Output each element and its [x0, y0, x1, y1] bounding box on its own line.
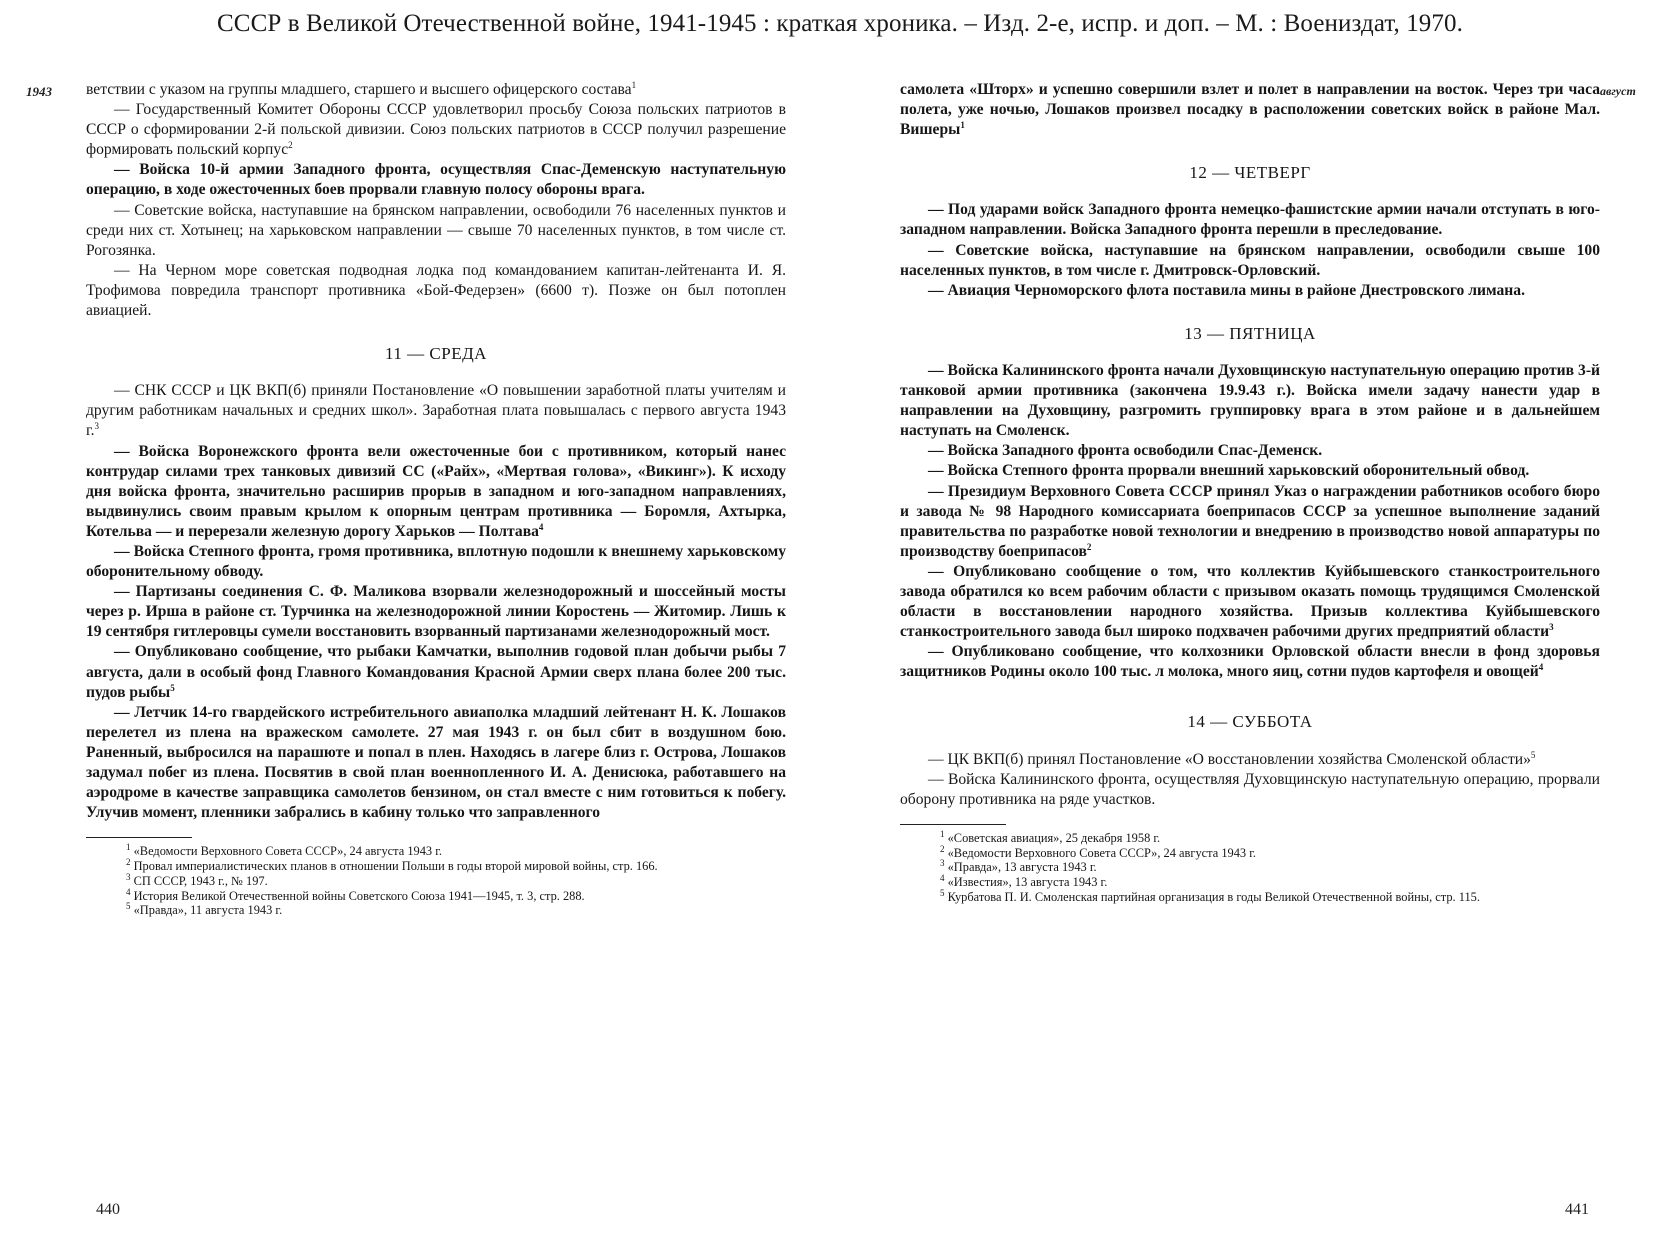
paragraph: — Войска Калининского фронта начали Духовщинскую наступательную операцию против 3-й танковой армии противника (закончена 19.9.43 г.). Войска имели задачу нанести удар в направлении на Духовщину, разгромить группировку врага в этом районе и в дальнейшем наступать на Смоленск.	[900, 361, 1600, 440]
paragraph: — СНК СССР и ЦК ВКП(б) приняли Постановление «О повышении заработной платы учителям и другим работникам начальных и средних школ». Заработная плата повышалась с первого августа 1943 г.$^3$	[86, 382, 786, 440]
right-page	[900, 80, 1600, 905]
paragraph: — ЦК ВКП(б) принял Постановление «О восстановлении хозяйства Смоленской области»$^5$	[928, 749, 1536, 768]
paragraph: — На Черном море советская подводная лодка под командованием капитан-лейтенанта И. Я. Трофимова повредила транспорт противника «Бой-Федерзен» (6600 т). Позже он был потоплен авиацией.	[86, 261, 786, 320]
footnote: $^1$ «Советская авиация», 25 декабря 1958 г.	[940, 828, 1161, 845]
paragraph: — Под ударами войск Западного фронта немецко-фашистские армии начали отступать в юго-западном направлении. Войска Западного фронта перешли в преследование.	[900, 201, 1600, 239]
footnotes	[86, 837, 786, 918]
footnote-mark: 3	[1549, 621, 1554, 632]
footnote: $^3$ «Правда», 13 августа 1943 г.	[940, 858, 1097, 875]
footnote: $^4$ «Известия», 13 августа 1943 г.	[940, 873, 1108, 890]
footnote-mark: 5	[1530, 749, 1536, 760]
paragraph: — Войска Воронежского фронта вели ожесточенные бои с противником, который нанес контрудар силами трех танковых дивизий СС («Райх», «Мертвая голова», «Викинг»). К исходу дня войска фронта, значительно расширив прорыв в западном и юго-западном направлениях, выдвинулись своим правым крылом к опорным центрам противника — Боромля, Ахтырка, Котельва — и перерезали железную дорогу Харьков — Полтава$^4$	[86, 442, 786, 540]
paragraph: — Опубликовано сообщение о том, что коллектив Куйбышевского станкостроительного завода обратился ко всем рабочим области с призывом оказать помощь трудящимся Смоленской области в восстановлении народного хозяйства. Призыв коллектива Куйбышевского станкостроительного завода был широко подхвачен рабочими других предприятий области$^3$	[900, 562, 1600, 641]
footnote: $^5$ «Правда», 11 августа 1943 г.	[126, 901, 283, 918]
footnote-mark: 3	[94, 421, 100, 432]
paragraph: ветствии с указом на группы младшего, старшего и высшего офицерского состава$^1$	[86, 79, 637, 98]
paragraph: — Авиация Черноморского флота поставила мины в районе Днестровского лимана.	[928, 281, 1525, 299]
footnote: $^1$ «Ведомости Верховного Совета СССР», 24 августа 1943 г.	[126, 842, 443, 859]
paragraph: — Войска Западного фронта освободили Спас-Деменск.	[928, 442, 1323, 460]
footnote-mark: 4	[1538, 662, 1544, 673]
day-heading: 14 — СУББОТА	[1187, 712, 1313, 732]
paragraph: самолета «Шторх» и успешно совершили взлет и полет в направлении на восток. Через три часа полета, уже ночью, Лошаков произвел посадку в расположении советских войск в районе Мал. Вишеры$^1$	[900, 81, 1600, 139]
bibliographic-header: СССР в Великой Отечественной войне, 1941-1945 : краткая хроника. – Изд. 2-е, испр. и доп. – М. : Воениздат, 1970.	[217, 10, 1463, 37]
footnote: $^4$ История Великой Отечественной войны Советского Союза 1941—1945, т. 3, стр. 288.	[126, 886, 585, 903]
margin-month-label: август	[1600, 84, 1636, 98]
paragraph: — Летчик 14-го гвардейского истребительного авиаполка младший лейтенант Н. К. Лошаков перелетел из плена на вражеском самолете. 27 мая 1943 г. он был сбит в воздушном бою. Раненный, выбросился на парашюте и попал в плен. Находясь в лагере близ г. Острова, Лошаков задумал побег из плена. Посвятив в свой план военнопленного И. А. Денисюка, работавшего на аэродроме в качестве заправщика самолетов бензином, он стал вместе с ним готовиться к побегу. Улучив момент, пленники забрались в кабину только что заправленного	[86, 703, 786, 822]
footnote: $^3$ СП СССР, 1943 г., № 197.	[126, 871, 268, 888]
footnote: $^5$ Курбатова П. И. Смоленская партийная организация в годы Великой Отечественной войны, стр. 115.	[940, 887, 1480, 904]
day-heading: 12 — ЧЕТВЕРГ	[1189, 163, 1311, 183]
paragraph: — Войска Степного фронта прорвали внешний харьковский оборонительный обвод.	[928, 462, 1530, 480]
page-number: 441	[1565, 1201, 1589, 1218]
margin-year-label: 1943	[26, 84, 52, 99]
left-page	[86, 80, 786, 918]
footnote-divider	[86, 837, 192, 838]
footnote-mark: 1	[631, 79, 637, 90]
footnote: $^2$ «Ведомости Верховного Совета СССР», 24 августа 1943 г.	[940, 843, 1257, 860]
footnote-mark: 5	[170, 682, 175, 693]
paragraph: — Президиум Верховного Совета СССР принял Указ о награждении работников особого бюро и завода № 98 Народного комиссариата боеприпасов СССР за успешное выполнение заданий правительства по разработке новой технологии и внедрению в производство новой аппаратуры по производству боеприпасов$^2$	[900, 482, 1600, 560]
paragraph: — Войска 10-й армии Западного фронта, осуществляя Спас-Деменскую наступательную операцию, в ходе ожесточенных боев прорвали главную полосу обороны врага.	[86, 161, 786, 199]
paragraph: — Партизаны соединения С. Ф. Маликова взорвали железнодорожный и шоссейный мосты через р. Ирша в районе ст. Турчинка на железнодорожной линии Коростень — Житомир. Лишь к 19 сентября гитлеровцы сумели восстановить взорванный партизанами железнодорожный мост.	[86, 583, 786, 641]
footnote-mark: 2	[1086, 541, 1092, 552]
footnote-divider	[900, 824, 1006, 825]
day-heading: 13 — ПЯТНИЦА	[1184, 323, 1316, 343]
footnotes	[900, 824, 1600, 905]
footnote-mark: 1	[960, 120, 965, 130]
paragraph: — Советские войска, наступавшие на брянском направлении, освободили 76 населенных пунктов и среди них ст. Хотынец; на харьковском направлении — свыше 70 населенных пунктов, в том числе ст. Рогозянка.	[86, 201, 786, 259]
paragraph: — Опубликовано сообщение, что рыбаки Камчатки, выполнив годовой план добычи рыбы 7 августа, дали в особый фонд Главного Командования Красной Армии сверх плана более 200 тыс. пудов рыбы$^5$	[86, 643, 786, 701]
paragraph: — Советские войска, наступавшие на брянском направлении, освободили свыше 100 населенных пунктов, в том числе г. Дмитровск-Орловский.	[900, 241, 1600, 279]
paragraph: — Войска Калининского фронта, осуществляя Духовщинскую наступательную операцию, прорвали оборону противника на ряде участков.	[900, 770, 1600, 808]
footnote-mark: 2	[288, 140, 293, 151]
footnote-mark: 4	[538, 521, 544, 532]
paragraph: — Государственный Комитет Обороны СССР удовлетворил просьбу Союза польских патриотов в СССР о сформировании 2-й польской дивизии. Союз польских патриотов в СССР получил разрешение формировать польский корпус$^2$	[86, 101, 786, 159]
page-number: 440	[96, 1201, 120, 1218]
footnote: $^2$ Провал империалистических планов в отношении Польши в годы второй мировой войны, стр. 166.	[126, 856, 658, 874]
paragraph: — Опубликовано сообщение, что колхозники Орловской области внесли в фонд здоровья защитников Родины около 100 тыс. л молока, много яиц, сотни пудов картофеля и овощей$^4$	[900, 643, 1600, 681]
paragraph: — Войска Степного фронта, громя противника, вплотную подошли к внешнему харьковскому оборонительному обводу.	[86, 542, 786, 581]
day-heading: 11 — СРЕДА	[385, 344, 487, 364]
